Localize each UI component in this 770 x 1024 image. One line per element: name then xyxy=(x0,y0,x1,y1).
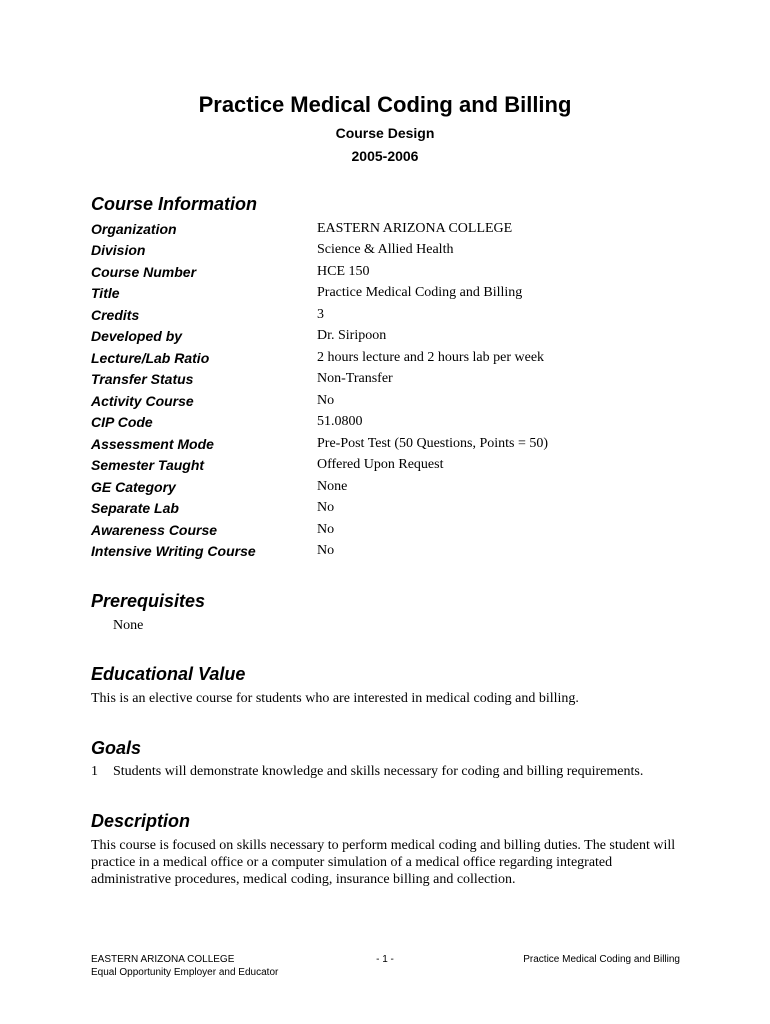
footer-page-number: - 1 - xyxy=(376,954,394,965)
info-value: No xyxy=(317,543,335,559)
info-label: Transfer Status xyxy=(91,371,194,388)
info-value: Science & Allied Health xyxy=(317,242,454,258)
info-row-assessment-mode xyxy=(91,433,548,455)
info-row-credits xyxy=(91,304,548,326)
info-label: Developed by xyxy=(91,328,183,345)
info-row-transfer-status xyxy=(91,369,548,391)
footer-left-line-2: Equal Opportunity Employer and Educator xyxy=(91,967,279,978)
description-line-3: administrative procedures, medical coding, insurance billing and collection. xyxy=(91,872,516,887)
info-value: No xyxy=(317,392,335,408)
info-row-lecture-lab-ratio xyxy=(91,347,548,369)
footer-left-line-1: EASTERN ARIZONA COLLEGE xyxy=(91,954,235,965)
course-information-heading: Course Information xyxy=(91,194,258,214)
info-row-title xyxy=(91,283,548,305)
info-label: Credits xyxy=(91,306,140,323)
description-heading: Description xyxy=(91,811,191,831)
course-information-table xyxy=(91,218,548,562)
info-label: Assessment Mode xyxy=(91,435,214,452)
document-title: Practice Medical Coding and Billing xyxy=(198,92,572,117)
info-row-semester-taught xyxy=(91,455,548,477)
info-label: Awareness Course xyxy=(91,521,218,538)
info-row-awareness-course xyxy=(91,519,548,541)
info-value: Pre-Post Test (50 Questions, Points = 50) xyxy=(317,435,549,451)
info-value: 2 hours lecture and 2 hours lab per week xyxy=(317,349,545,365)
info-value: No xyxy=(317,500,335,516)
info-label: Activity Course xyxy=(91,392,194,409)
goal-text: Students will demonstrate knowledge and skills necessary for coding and billing requirements. xyxy=(113,764,644,779)
info-value: EASTERN ARIZONA COLLEGE xyxy=(317,220,513,236)
info-row-division xyxy=(91,240,548,262)
info-label: Course Number xyxy=(91,263,197,280)
info-label: Semester Taught xyxy=(91,457,205,474)
info-value: Offered Upon Request xyxy=(317,457,444,473)
info-label: CIP Code xyxy=(91,414,153,431)
prerequisites-heading: Prerequisites xyxy=(91,591,206,611)
info-label: Title xyxy=(91,285,120,302)
info-value: None xyxy=(317,478,348,494)
info-value: Non-Transfer xyxy=(317,371,393,387)
goal-number: 1 xyxy=(91,764,98,779)
info-label: GE Category xyxy=(91,478,176,495)
info-value: Dr. Siripoon xyxy=(317,328,387,344)
info-row-organization xyxy=(91,218,548,240)
info-label: Separate Lab xyxy=(91,500,179,517)
educational-value-text: This is an elective course for students who are interested in medical coding and billing. xyxy=(91,691,579,706)
info-value: HCE 150 xyxy=(317,263,370,279)
info-value: 3 xyxy=(317,306,324,322)
info-value: No xyxy=(317,521,335,537)
educational-value-heading: Educational Value xyxy=(91,664,246,684)
goals-heading: Goals xyxy=(91,738,142,758)
description-line-2: practice in a medical office or a computer simulation of a medical office regarding integrated xyxy=(91,855,613,870)
info-label: Lecture/Lab Ratio xyxy=(91,349,210,366)
info-row-developed-by xyxy=(91,326,548,348)
info-value: 51.0800 xyxy=(317,414,363,430)
info-row-activity-course xyxy=(91,390,548,412)
info-row-ge-category xyxy=(91,476,548,498)
document-year: 2005-2006 xyxy=(351,148,419,164)
document-subtitle: Course Design xyxy=(335,125,435,141)
info-label: Intensive Writing Course xyxy=(91,543,256,560)
footer-right: Practice Medical Coding and Billing xyxy=(523,954,680,965)
info-value: Practice Medical Coding and Billing xyxy=(317,285,523,301)
description-line-1: This course is focused on skills necessary to perform medical coding and billing duties. The student will xyxy=(91,838,676,853)
info-row-separate-lab xyxy=(91,498,548,520)
info-label: Organization xyxy=(91,220,177,237)
info-row-cip-code xyxy=(91,412,548,434)
info-row-intensive-writing-course xyxy=(91,541,548,563)
info-label: Division xyxy=(91,242,146,259)
info-row-course-number xyxy=(91,261,548,283)
prerequisites-text: None xyxy=(113,618,144,633)
